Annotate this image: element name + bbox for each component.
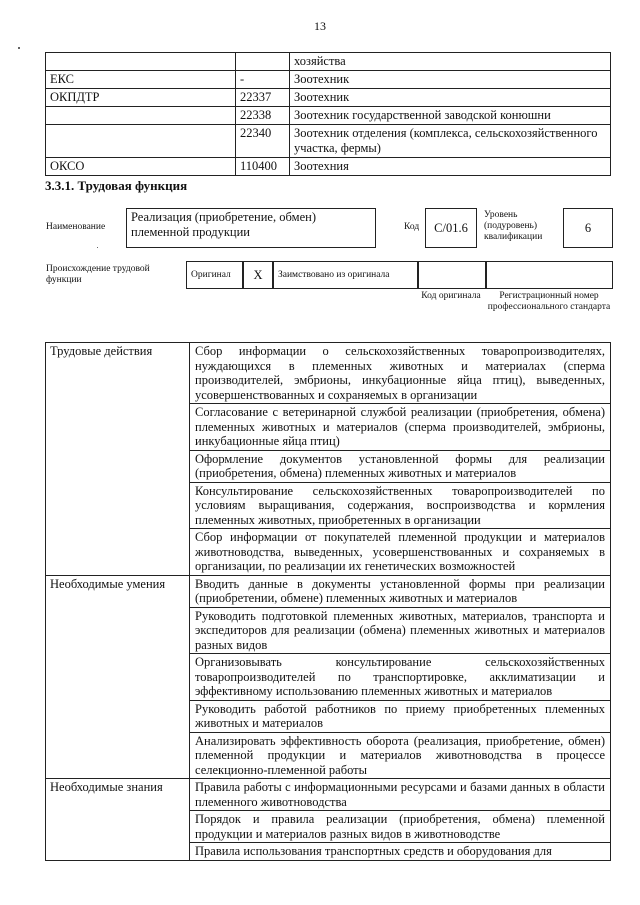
scan-dot (18, 47, 20, 49)
section-heading: Трудовые действия (46, 343, 190, 576)
code-original-caption: Код оригинала (421, 291, 481, 301)
classification-row (46, 53, 611, 71)
section-item: Руководить подготовкой племенных животных, материалов, транспорта и экспедиторов для реализации (обмена) племенных животных и материалов разных видов (190, 607, 611, 654)
classification-code (236, 53, 290, 71)
level-label: Уровень (подуровень) квалификации (484, 210, 543, 242)
classification-code: 22340 (236, 125, 290, 158)
section-item: Порядок и правила реализации (приобретения, обмена) племенной продукции и материалов разных видов в животноводстве (190, 811, 611, 843)
detail-row (46, 343, 611, 404)
classification-row (46, 71, 611, 89)
function-name-value: Реализация (приобретение, обмен) племенной продукции (131, 210, 316, 239)
classification-table (45, 52, 611, 176)
page-number: 13 (314, 19, 326, 33)
classification-name: хозяйства (290, 53, 611, 71)
section-item: Оформление документов установленной формы для реализации (приобретения, обмена) племенных животных и материалов (190, 450, 611, 482)
level-value: 6 (584, 221, 592, 235)
section-item: Согласование с ветеринарной службой реализации (приобретения, обмена) племенных животных и материалов (сперма производителей, эмбрионы, инкубационные яйца птиц) (190, 404, 611, 451)
section-item: Организовывать консультирование сельскохозяйственных товаропроизводителей по транспортировке, акклиматизации и эффективному использованию племенных животных и материалов (190, 654, 611, 701)
origin-mark-cell (242, 261, 274, 289)
section-item: Руководить работой работников по приему приобретенных племенных животных и материалов (190, 700, 611, 732)
section-item: Вводить данные в документы установленной формы при реализации (приобретении, обмене) племенных животных и материалов (190, 575, 611, 607)
classification-code: 22337 (236, 89, 290, 107)
function-name-box (126, 208, 376, 248)
classification-name: Зоотехник (290, 89, 611, 107)
section-item: Анализировать эффективность оборота (реализация, приобретение, обмен) племенной продукции и материалов животноводства в процессе селекционно-племенной работы (190, 732, 611, 779)
section-item: Сбор информации от покупателей племенной продукции и материалов животноводства, выведенных, усовершенствованных и сохраняемых в организации, по реализации их генетических возможностей (190, 529, 611, 576)
reg-number-caption: Регистрационный номер профессионального стандарта (487, 291, 611, 312)
section-item: Консультирование сельскохозяйственных товаропроизводителей по условиям выращивания, содержания, воспроизводства и кормления племенных животных, приобретенных в организации (190, 482, 611, 529)
section-item: Сбор информации о сельскохозяйственных товаропроизводителях, нуждающихся в племенных животных и материалах (сперма производителей, эмбрионы, инкубационные яйца птиц), выведенных, усовершенствованных и сохраняемых в организации (190, 343, 611, 404)
classification-row (46, 89, 611, 107)
function-name-label: Наименование (46, 222, 106, 232)
classification-name: Зоотехник отделения (комплекса, сельскохозяйственного участка, фермы) (290, 125, 611, 158)
classification-name: Зоотехник государственной заводской конюшни (290, 107, 611, 125)
origin-borrowed-cell (272, 261, 419, 289)
classification-row (46, 125, 611, 158)
detail-row (46, 779, 611, 811)
classification-code: 110400 (236, 158, 290, 176)
classification-system: ЕКС (46, 71, 236, 89)
section-heading: Необходимые умения (46, 575, 190, 779)
section-item: Правила работы с информационными ресурсами и базами данных в области племенного животноводства (190, 779, 611, 811)
section-item: Правила использования транспортных средств и оборудования для (190, 843, 611, 861)
classification-system (46, 107, 236, 125)
classification-code: 22338 (236, 107, 290, 125)
origin-label: Происхождение трудовой функции (46, 264, 150, 285)
origin-borrowed-label: Заимствовано из оригинала (278, 270, 390, 280)
classification-system: ОКПДТР (46, 89, 236, 107)
origin-original-label: Оригинал (191, 270, 231, 280)
classification-row (46, 107, 611, 125)
classification-name: Зоотехник (290, 71, 611, 89)
section-heading: Необходимые знания (46, 779, 190, 861)
classification-system (46, 53, 236, 71)
section-title: 3.3.1. Трудовая функция (45, 178, 188, 193)
classification-name: Зоотехния (290, 158, 611, 176)
scan-dot (97, 247, 98, 248)
detail-row (46, 575, 611, 607)
origin-code-cell (417, 261, 487, 289)
origin-reg-cell (485, 261, 613, 289)
classification-system (46, 125, 236, 158)
origin-original-mark: X (253, 268, 263, 282)
origin-original-cell (186, 261, 244, 289)
function-details-table (45, 342, 611, 861)
classification-code: - (236, 71, 290, 89)
code-box (425, 208, 477, 248)
classification-system: ОКСО (46, 158, 236, 176)
code-label: Код (404, 222, 420, 232)
level-box (563, 208, 613, 248)
code-value: С/01.6 (434, 221, 468, 235)
classification-row (46, 158, 611, 176)
